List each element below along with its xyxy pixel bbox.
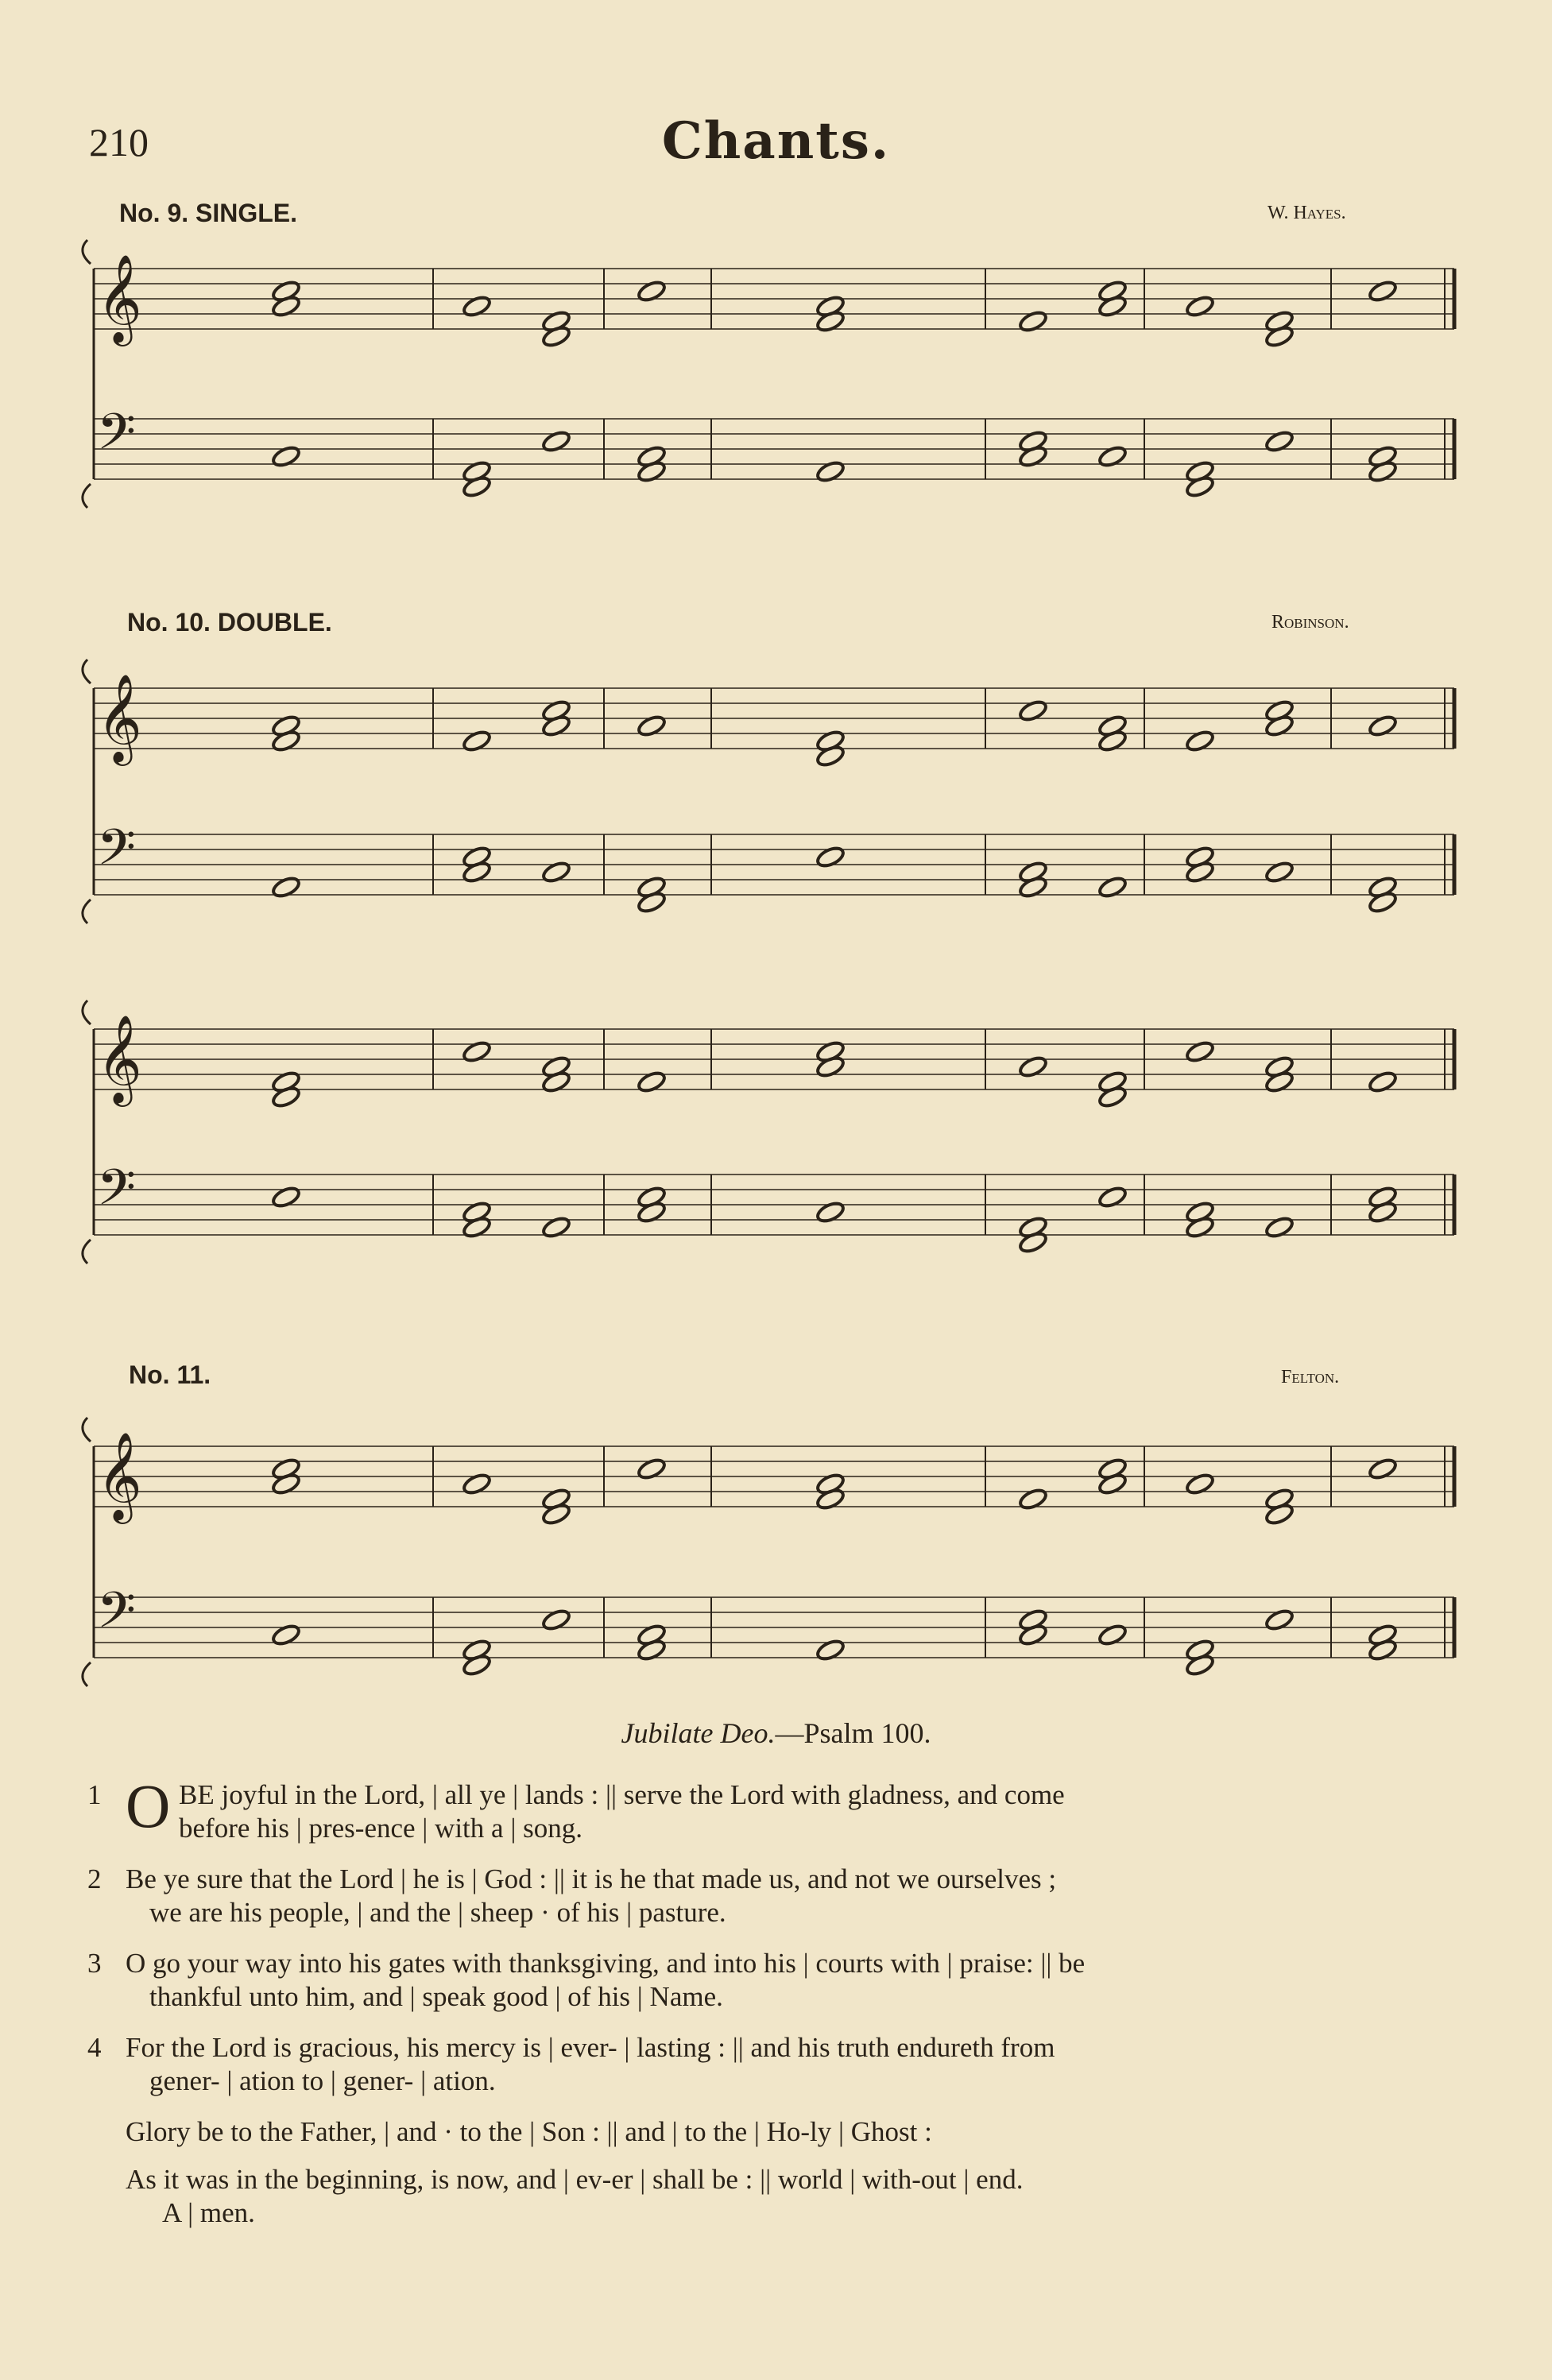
note bbox=[1264, 860, 1295, 884]
note bbox=[462, 294, 492, 319]
verse-3 bbox=[87, 1947, 1454, 2014]
bass-clef: 𝄢 bbox=[97, 818, 136, 888]
verse-number: 1 bbox=[87, 1779, 102, 1810]
note bbox=[1185, 1472, 1215, 1496]
verse-number: 4 bbox=[87, 2032, 102, 2063]
caption-title: Jubilate Deo. bbox=[621, 1717, 776, 1749]
treble-clef: 𝄞 bbox=[97, 253, 142, 342]
note bbox=[1018, 309, 1048, 334]
verse-4 bbox=[87, 2031, 1454, 2098]
note bbox=[815, 845, 846, 869]
bracket-curl bbox=[83, 660, 91, 683]
chant-10-label: No. 10. DOUBLE. bbox=[127, 608, 332, 637]
note bbox=[637, 1070, 667, 1094]
treble-clef: 𝄞 bbox=[97, 673, 142, 762]
verse-2 bbox=[87, 1863, 1454, 1929]
bass-clef: 𝄢 bbox=[97, 1581, 136, 1651]
bracket-curl bbox=[83, 900, 91, 923]
note bbox=[462, 729, 492, 753]
bracket-curl bbox=[83, 1662, 91, 1686]
note bbox=[1264, 1608, 1295, 1632]
note bbox=[1185, 294, 1215, 319]
verse-line: O go your way into his gates with thanksgiving, and into his | courts with | praise: || be bbox=[126, 1948, 1086, 1979]
note bbox=[1097, 444, 1128, 469]
note bbox=[462, 1039, 492, 1064]
caption-rest: —Psalm 100. bbox=[775, 1717, 931, 1749]
page-number: 210 bbox=[89, 120, 149, 164]
bracket-curl bbox=[83, 240, 91, 264]
note bbox=[541, 1215, 571, 1240]
doxology-gloria bbox=[87, 2115, 1454, 2149]
chant-9-label: No. 9. SINGLE. bbox=[119, 199, 298, 227]
note bbox=[1368, 714, 1398, 738]
verse-1 bbox=[87, 1771, 1454, 1845]
music-systems bbox=[83, 240, 1454, 1686]
verse-line: Be ye sure that the Lord | he is | God : || it is he that made us, and not we ourselves ; bbox=[126, 1863, 1057, 1894]
doxology-line: As it was in the beginning, is now, and | ev-er | shall be : || world | with-out | end. bbox=[126, 2164, 1024, 2195]
note bbox=[815, 1638, 846, 1662]
note bbox=[541, 860, 571, 884]
verse-line: we are his people, | and the | sheep · of his | pasture. bbox=[149, 1897, 726, 1928]
note bbox=[1368, 279, 1398, 304]
note bbox=[1018, 1055, 1048, 1079]
note bbox=[1097, 1185, 1128, 1209]
note bbox=[637, 279, 667, 304]
chant-11-label: No. 11. bbox=[129, 1360, 211, 1389]
note bbox=[271, 875, 301, 900]
note bbox=[271, 444, 301, 469]
note bbox=[271, 1623, 301, 1647]
treble-clef: 𝄞 bbox=[97, 1014, 142, 1103]
bracket-curl bbox=[83, 484, 91, 508]
bracket-curl bbox=[83, 1000, 91, 1024]
note bbox=[637, 1457, 667, 1481]
note bbox=[541, 1608, 571, 1632]
doxology-as-it-was bbox=[87, 2163, 1454, 2230]
bracket-curl bbox=[83, 1418, 91, 1442]
note bbox=[271, 1185, 301, 1209]
chant-11-composer: Felton. bbox=[1281, 1367, 1340, 1387]
verse-line: For the Lord is gracious, his mercy is | ever- | lasting : || and his truth endureth from bbox=[126, 2032, 1055, 2063]
note bbox=[1018, 699, 1048, 723]
note bbox=[1368, 1457, 1398, 1481]
verse-line: BE joyful in the Lord, | all ye | lands : || serve the Lord with gladness, and come bbox=[179, 1779, 1065, 1810]
note bbox=[815, 1200, 846, 1225]
drop-cap: O bbox=[126, 1771, 171, 1840]
doxology-line: A | men. bbox=[162, 2197, 255, 2228]
note bbox=[1264, 429, 1295, 454]
note bbox=[1185, 1039, 1215, 1064]
note bbox=[815, 459, 846, 484]
verse-line: thankful unto him, and | speak good | of his | Name. bbox=[149, 1981, 723, 2012]
verse-line: before his | pres-ence | with a | song. bbox=[179, 1813, 582, 1844]
note bbox=[541, 429, 571, 454]
verse-number: 3 bbox=[87, 1948, 102, 1979]
note bbox=[1018, 1487, 1048, 1511]
chant-9-composer: W. Hayes. bbox=[1268, 203, 1346, 223]
verse-number: 2 bbox=[87, 1863, 102, 1894]
bass-clef: 𝄢 bbox=[97, 1158, 136, 1229]
bass-clef: 𝄢 bbox=[97, 402, 136, 473]
doxology-line: Glory be to the Father, | and · to the | Son : || and | to the | Ho-ly | Ghost : bbox=[126, 2116, 932, 2147]
psalm-caption bbox=[0, 1716, 1552, 1750]
note bbox=[1097, 1623, 1128, 1647]
chant-10-composer: Robinson. bbox=[1271, 612, 1349, 633]
note bbox=[462, 1472, 492, 1496]
note bbox=[1264, 1215, 1295, 1240]
treble-clef: 𝄞 bbox=[97, 1431, 142, 1520]
psalm-text bbox=[87, 1771, 1454, 2244]
verse-line: gener- | ation to | gener- | ation. bbox=[149, 2065, 496, 2096]
note bbox=[1185, 729, 1215, 753]
bracket-curl bbox=[83, 1240, 91, 1264]
note bbox=[1368, 1070, 1398, 1094]
note bbox=[1097, 875, 1128, 900]
note bbox=[637, 714, 667, 738]
page-title: Chants. bbox=[661, 111, 891, 171]
